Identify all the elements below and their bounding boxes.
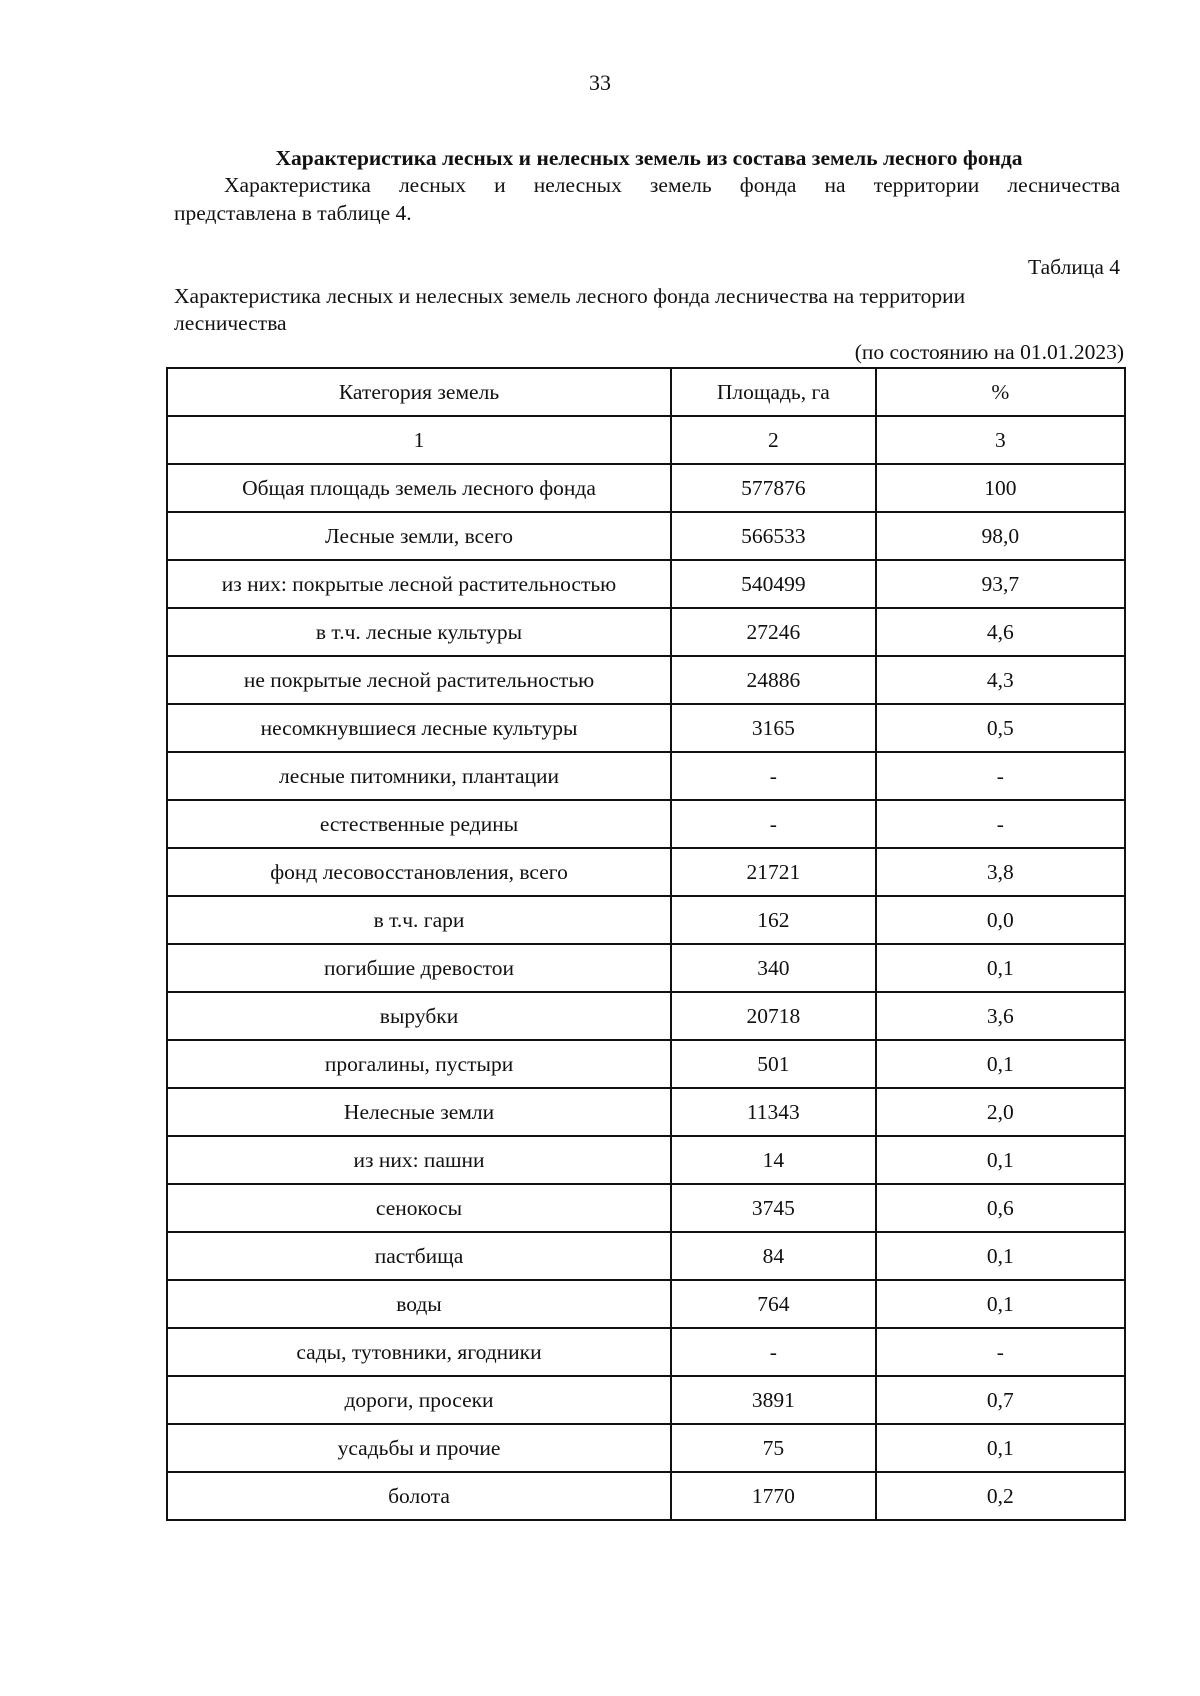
table-row (167, 464, 1125, 512)
percent-cell: 4,6 (876, 608, 1125, 656)
category-cell: пастбища (167, 1232, 671, 1280)
table-header-row (167, 368, 1125, 416)
table-row (167, 1184, 1125, 1232)
percent-cell: 0,1 (876, 1424, 1125, 1472)
area-cell: 540499 (671, 560, 876, 608)
percent-cell: 0,1 (876, 944, 1125, 992)
intro-line: Характеристика лесных и нелесных земель фонда на территории лесничества (224, 173, 1120, 197)
table-caption (174, 283, 1094, 337)
table-row (167, 656, 1125, 704)
table-row (167, 800, 1125, 848)
category-cell: болота (167, 1472, 671, 1520)
area-cell: - (671, 752, 876, 800)
area-cell: 84 (671, 1232, 876, 1280)
percent-cell: 98,0 (876, 512, 1125, 560)
percent-cell: 93,7 (876, 560, 1125, 608)
percent-cell: 0,1 (876, 1040, 1125, 1088)
category-cell: из них: покрытые лесной растительностью (167, 560, 671, 608)
percent-cell: 0,1 (876, 1232, 1125, 1280)
table-row (167, 1280, 1125, 1328)
category-cell: лесные питомники, плантации (167, 752, 671, 800)
area-cell: 764 (671, 1280, 876, 1328)
category-cell: вырубки (167, 992, 671, 1040)
percent-cell: 0,6 (876, 1184, 1125, 1232)
percent-cell: 3,8 (876, 848, 1125, 896)
table-row (167, 1376, 1125, 1424)
percent-cell: - (876, 800, 1125, 848)
category-cell: усадьбы и прочие (167, 1424, 671, 1472)
column-number-row (167, 416, 1125, 464)
table-row (167, 1328, 1125, 1376)
percent-cell: 0,0 (876, 896, 1125, 944)
table-row (167, 896, 1125, 944)
table-row (167, 704, 1125, 752)
percent-cell: 0,7 (876, 1376, 1125, 1424)
area-cell: 3745 (671, 1184, 876, 1232)
intro-line: представлена в таблице 4. (174, 201, 412, 225)
category-cell: погибшие древостои (167, 944, 671, 992)
category-cell: Общая площадь земель лесного фонда (167, 464, 671, 512)
column-number: 2 (671, 416, 876, 464)
table-row (167, 848, 1125, 896)
percent-cell: 2,0 (876, 1088, 1125, 1136)
table-row (167, 992, 1125, 1040)
area-cell: 14 (671, 1136, 876, 1184)
column-number: 3 (876, 416, 1125, 464)
percent-cell: 0,1 (876, 1280, 1125, 1328)
area-cell: 21721 (671, 848, 876, 896)
category-cell: естественные редины (167, 800, 671, 848)
area-cell: 3891 (671, 1376, 876, 1424)
table-caption-line: лесничества (174, 311, 287, 335)
percent-cell: 100 (876, 464, 1125, 512)
percent-cell: 0,2 (876, 1472, 1125, 1520)
percent-cell: 0,5 (876, 704, 1125, 752)
area-cell: 27246 (671, 608, 876, 656)
table-row (167, 1088, 1125, 1136)
table-row (167, 752, 1125, 800)
percent-cell: - (876, 752, 1125, 800)
category-cell: воды (167, 1280, 671, 1328)
page-number: 33 (589, 70, 611, 95)
percent-cell: - (876, 1328, 1125, 1376)
category-cell: прогалины, пустыри (167, 1040, 671, 1088)
column-number: 1 (167, 416, 671, 464)
land-category-table (166, 367, 1126, 1521)
percent-cell: 3,6 (876, 992, 1125, 1040)
category-cell: Нелесные земли (167, 1088, 671, 1136)
category-cell: сенокосы (167, 1184, 671, 1232)
category-cell: сады, тутовники, ягодники (167, 1328, 671, 1376)
area-cell: 566533 (671, 512, 876, 560)
category-cell: в т.ч. гари (167, 896, 671, 944)
area-cell: 11343 (671, 1088, 876, 1136)
category-cell: несомкнувшиеся лесные культуры (167, 704, 671, 752)
as-of-date-note: (по состоянию на 01.01.2023) (854, 340, 1124, 364)
table-row (167, 1040, 1125, 1088)
table-row (167, 1232, 1125, 1280)
category-cell: дороги, просеки (167, 1376, 671, 1424)
header-category: Категория земель (167, 368, 671, 416)
area-cell: 501 (671, 1040, 876, 1088)
header-area: Площадь, га (671, 368, 876, 416)
table-row (167, 944, 1125, 992)
category-cell: из них: пашни (167, 1136, 671, 1184)
percent-cell: 4,3 (876, 656, 1125, 704)
table-caption-line: Характеристика лесных и нелесных земель лесного фонда лесничества на территории (174, 284, 966, 308)
section-heading: Характеристика лесных и нелесных земель из состава земель лесного фонда (275, 146, 1023, 170)
area-cell: 340 (671, 944, 876, 992)
area-cell: 20718 (671, 992, 876, 1040)
table-row (167, 1136, 1125, 1184)
area-cell: 577876 (671, 464, 876, 512)
area-cell: 1770 (671, 1472, 876, 1520)
category-cell: фонд лесовосстановления, всего (167, 848, 671, 896)
category-cell: в т.ч. лесные культуры (167, 608, 671, 656)
header-percent: % (876, 368, 1125, 416)
area-cell: - (671, 1328, 876, 1376)
area-cell: - (671, 800, 876, 848)
table-row (167, 1472, 1125, 1520)
table-row (167, 608, 1125, 656)
area-cell: 24886 (671, 656, 876, 704)
table-row (167, 512, 1125, 560)
table-row (167, 560, 1125, 608)
area-cell: 3165 (671, 704, 876, 752)
intro-paragraph (174, 171, 1120, 227)
area-cell: 162 (671, 896, 876, 944)
table-label: Таблица 4 (1028, 255, 1120, 279)
area-cell: 75 (671, 1424, 876, 1472)
percent-cell: 0,1 (876, 1136, 1125, 1184)
category-cell: Лесные земли, всего (167, 512, 671, 560)
category-cell: не покрытые лесной растительностью (167, 656, 671, 704)
table-row (167, 1424, 1125, 1472)
